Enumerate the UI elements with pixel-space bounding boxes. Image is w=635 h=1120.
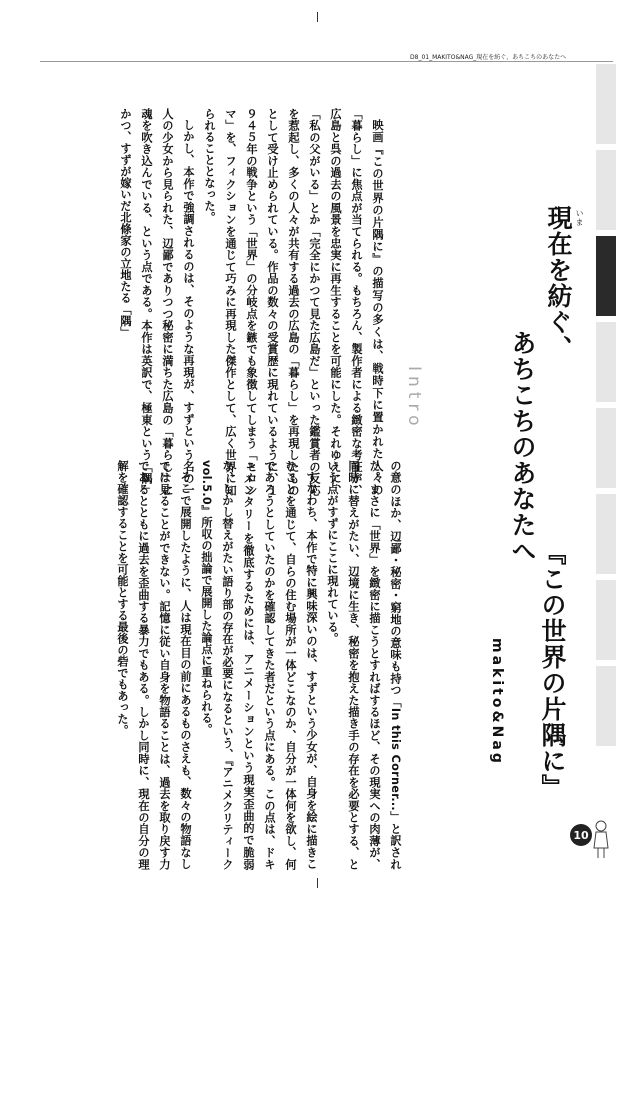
body-paragraph: しかし、本作で強調されるのは、そのような再現が、すずという名の一人の少女から見られた、辺鄙でありつつ秘密に満ちた広島の「暮らし」に魂を吹き込んでいる、という点である。本作は英訳で、極東という「隅」かつ、すずが嫁いだ北條家の立地たる「隅」 — [119, 108, 195, 496]
running-head: D8_01_MAKITO&NAG_現在を紡ぐ、あちこちのあなたへ — [410, 54, 567, 61]
page-number: 10 — [570, 824, 592, 846]
side-tab-3-active — [596, 236, 616, 316]
author-byline: makito&Nag — [489, 638, 505, 766]
side-tab-7 — [596, 580, 616, 660]
side-tab-1 — [596, 64, 616, 144]
intro-label: Intro — [404, 366, 424, 431]
mascot-illustration — [590, 818, 612, 860]
body-paragraph: そこで展開したように、人は現在目の前にあるものさえも、数々の物語なしでは見ることができない。記憶に従い自身を物語ることは、過去を取り戻す力であるとともに過去を歪曲する暴力でもある。しかし同時に、現在の自分の理解を確認することを可能とする最後の砦でもあった。 — [116, 460, 192, 870]
title-ruby: いま — [575, 209, 584, 227]
crop-mark-top — [317, 12, 318, 22]
body-paragraph: の意のほか、辺鄙・秘密・窮地の意味も持つ「In this Corner...」と訳された。まさに「世界」を緻密に描こうとすればするほど、その現実への肉薄が、同時に替えがたい、辺境に生き、秘密を抱えた描き手の存在を必要とする、という点がすずにここに現れている。 — [326, 460, 402, 870]
body-text-lower — [116, 460, 406, 870]
side-tab-2 — [596, 150, 616, 230]
side-tab-4 — [596, 322, 616, 402]
body-paragraph: すなわち、本作で特に興味深いのは、すずという少女が、自身を絵に描きこむことを通じて、自らの住む場所が一体どこなのか、自分が一体何を欲し、何であろうとしていたのかを確認してきた者だという点にある。この点は、ドキュメンタリーを徹底するためには、アニメーションという現実歪曲的で脆弱な、しかし替えがたい語り部の存在が必要になるという、『アニメクリティークvol.5.0』所収の拙論で展開した論点に重ねられる。 — [200, 460, 318, 870]
title-line-2: あちこちのあなたへ — [508, 330, 537, 564]
side-tab-5 — [596, 408, 616, 488]
header-rule — [40, 61, 613, 62]
side-tab-8 — [596, 666, 616, 746]
crop-mark-bottom — [317, 878, 318, 888]
body-paragraph: 映画『この世界の片隅に』の描写の多くは、戦時下に置かれた人々の「暮らし」に焦点が当てられる。もちろん、製作者による緻密な考証が、広島と呉の過去の風景を忠実に再生することを可能にした。それゆえに、「私の父がいる」とか「完全にかつて見た広島だ」といった鑑賞者の反応を惹起し、多くの人々が共有する過去の広島の「暮らし」を再現したものとして受け止められている。作品の数々の受賞歴に現れているように、１９４５年の戦争という「世界」の分岐点を鏃でも象徴してしまう「ヒロシマ」を、フィクションを通じて巧みに再現した傑作として、広く世界に知られることとなった。 — [203, 108, 384, 496]
side-tab-6 — [596, 494, 616, 574]
side-index-tabs — [596, 64, 616, 754]
body-text-upper — [13, 108, 388, 496]
title-line-1: いま 現在を紡ぐ、 — [544, 205, 584, 361]
title-line-3: 『この世界の片隅に』 — [538, 540, 567, 800]
